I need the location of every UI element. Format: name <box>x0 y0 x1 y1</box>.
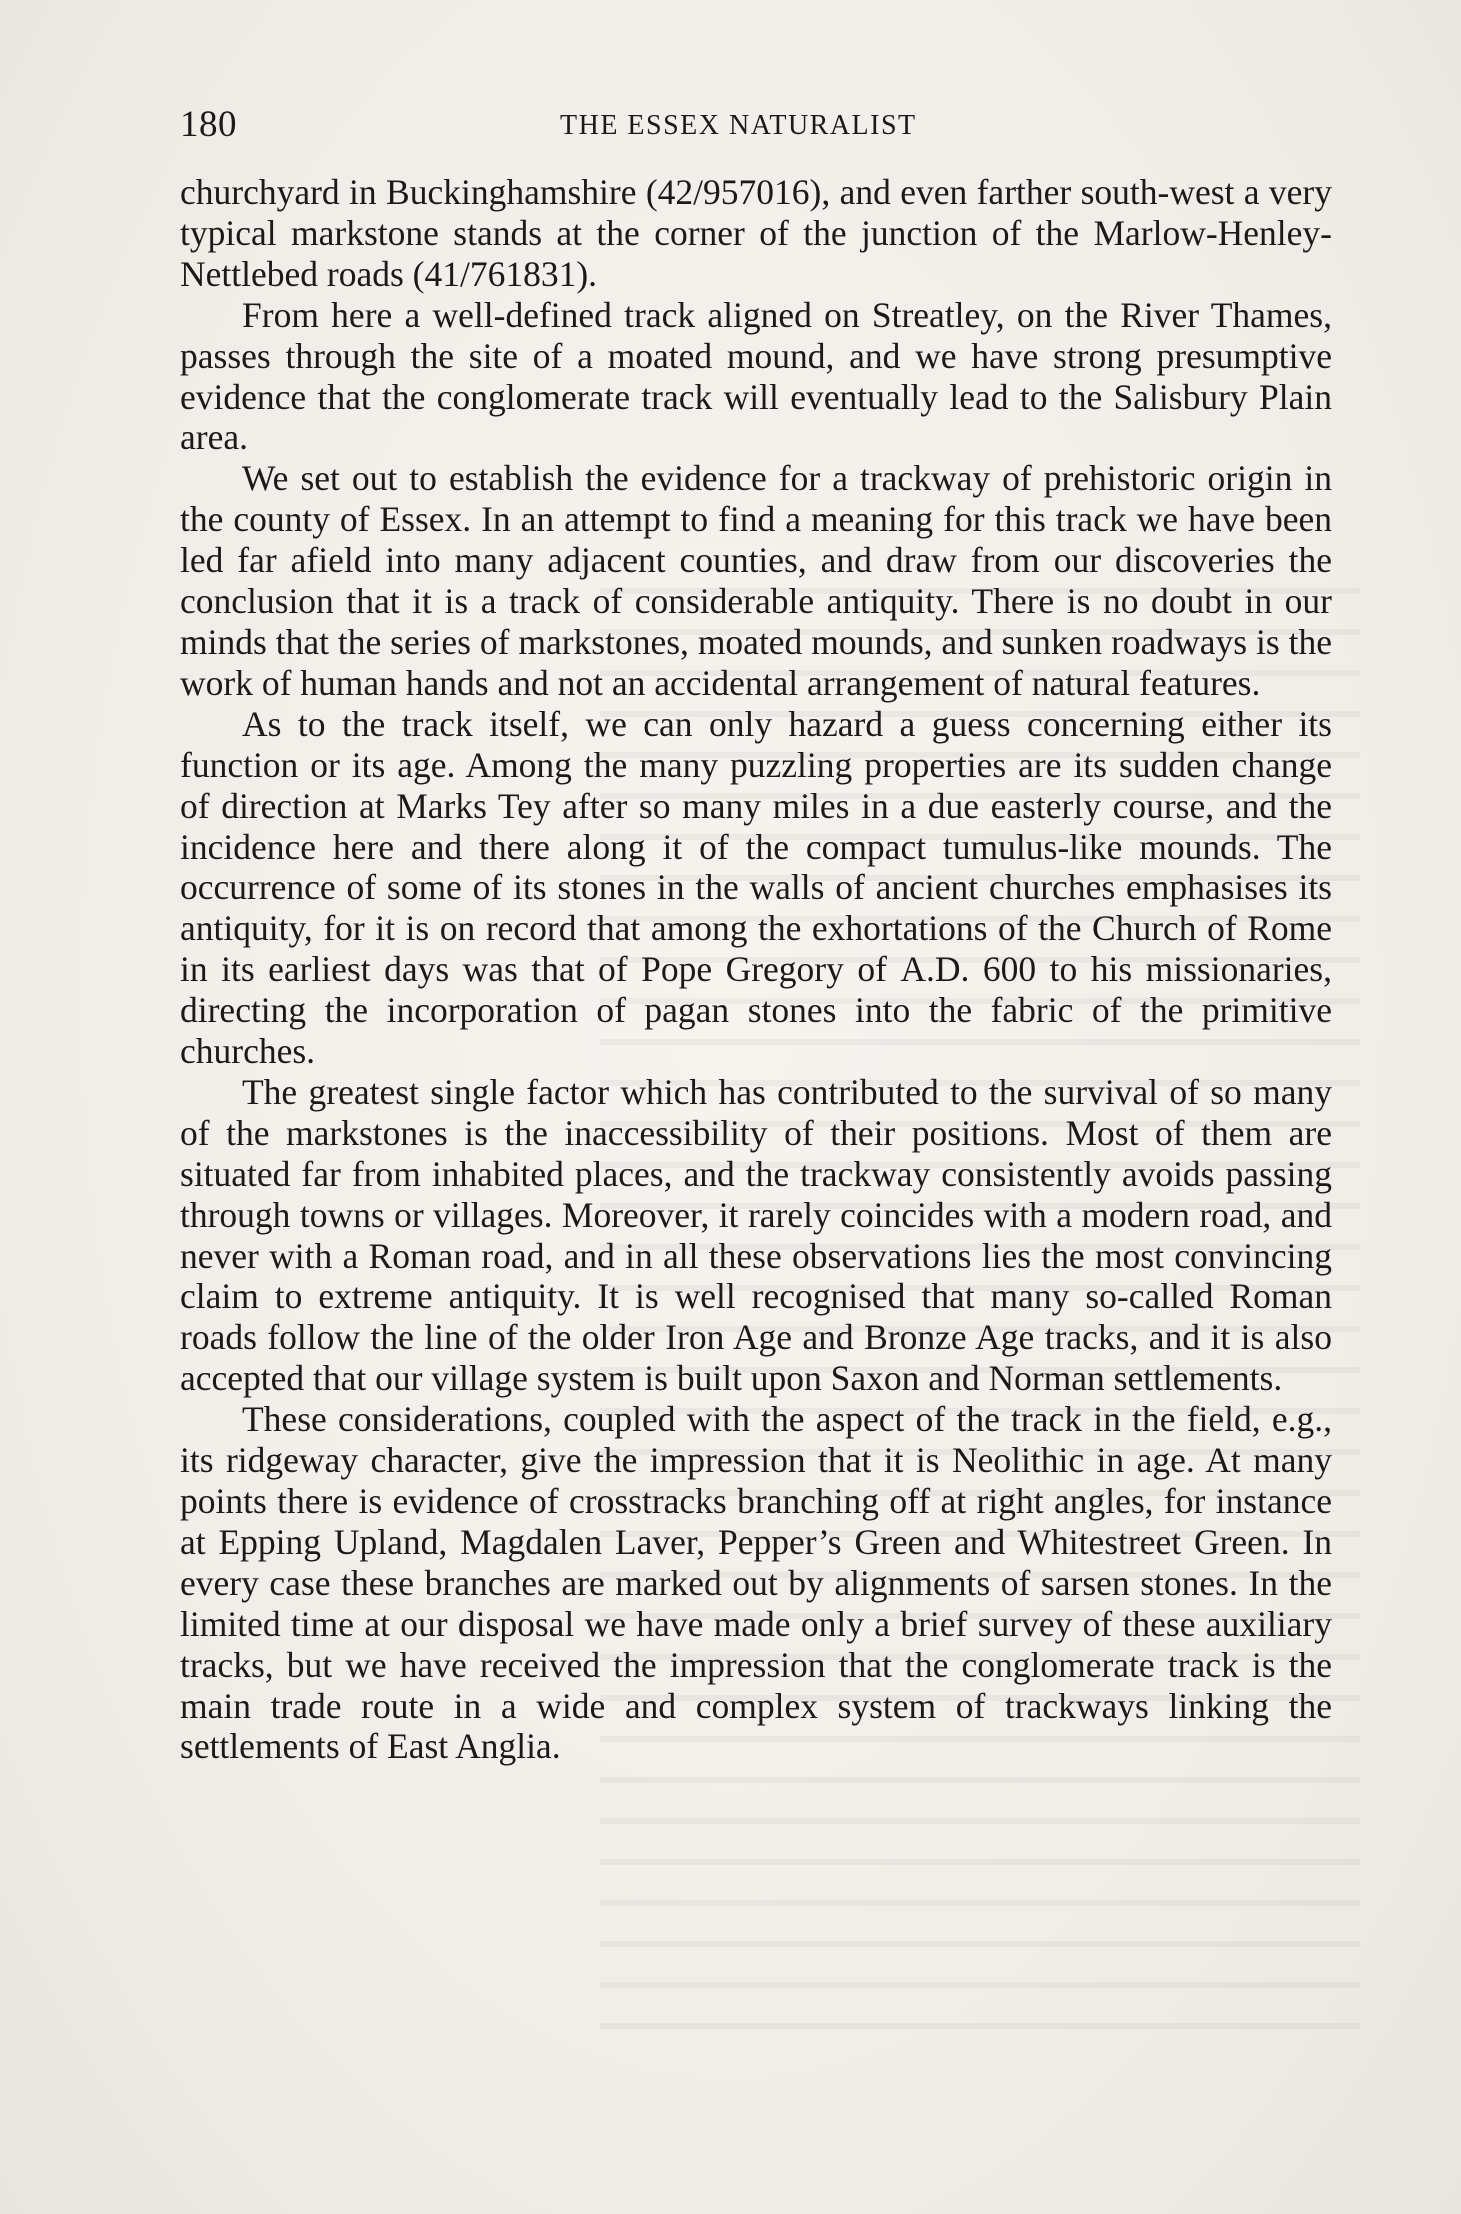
paragraph <box>180 704 1332 1072</box>
paragraph-text-tail: 600 to his missionaries, directing the incorporation of pagan stones into the fabric of the primitive churches. <box>180 949 1332 1072</box>
paragraph: From here a well-defined track aligned on Streatley, on the River Thames, passes through the site of a moated mound, and we have strong presumptive evidence that the conglomerate track will eventually lead to the Salisbury Plain area. <box>180 294 1332 458</box>
paragraph: We set out to establish the evidence for a trackway of prehistoric origin in the county of Essex. In an attempt to find a meaning for this track we have been led far afield into many adjacent counties, and draw from our discoveries the conclusion that it is a track of considerable antiquity. There is no doubt in our minds that the series of markstones, moated mounds, and sunken roadways is the work of human hands and not an accidental arrangement of natural features. <box>180 458 1332 703</box>
running-head: THE ESSEX NATURALIST <box>560 110 917 141</box>
page-header <box>180 100 1332 150</box>
era-abbreviation: A.D. <box>900 949 970 990</box>
body-text <box>180 172 1332 1767</box>
paragraph-continued: churchyard in Buckinghamshire (42/957016), and even farther south-west a very typical markstone stands at the corner of the junction of the Marlow-Henley-Nettlebed roads (41/761831). <box>180 172 1332 294</box>
paragraph: These considerations, coupled with the aspect of the track in the field, e.g., its ridgeway character, give the impression that it is Neolithic in age. At many points there is evidence of crosstracks branching off at right angles, for instance at Epping Upland, Magdalen Laver, Pepper’s Green and Whitestreet Green. In every case these branches are marked out by alignments of sarsen stones. In the limited time at our disposal we have made only a brief survey of these auxiliary tracks, but we have received the impression that the conglomerate track is the main trade route in a wide and complex system of trackways linking the settlements of East Anglia. <box>180 1399 1332 1767</box>
paragraph-text: As to the track itself, we can only hazard a guess concerning either its function or its age. Among the many puzzling properties are its sudden change of direction at Marks Tey after so many miles in a due easterly course, and the incidence here and there along it of the compact tumulus-like mounds. The occurrence of some of its stones in the walls of ancient churches emphasises its antiquity, for it is on record that among the exhortations of the Church of Rome in its earliest days was that of Pope Gregory of <box>180 703 1332 990</box>
page-number: 180 <box>180 104 237 145</box>
paragraph: The greatest single factor which has contributed to the survival of so many of the markstones is the inaccessibility of their positions. Most of them are situated far from inhabited places, and the trackway consistently avoids passing through towns or villages. Moreover, it rarely coincides with a modern road, and never with a Roman road, and in all these observations lies the most convincing claim to extreme antiquity. It is well recognised that many so-called Roman roads follow the line of the older Iron Age and Bronze Age tracks, and it is also accepted that our village system is built upon Saxon and Norman settlements. <box>180 1071 1332 1399</box>
